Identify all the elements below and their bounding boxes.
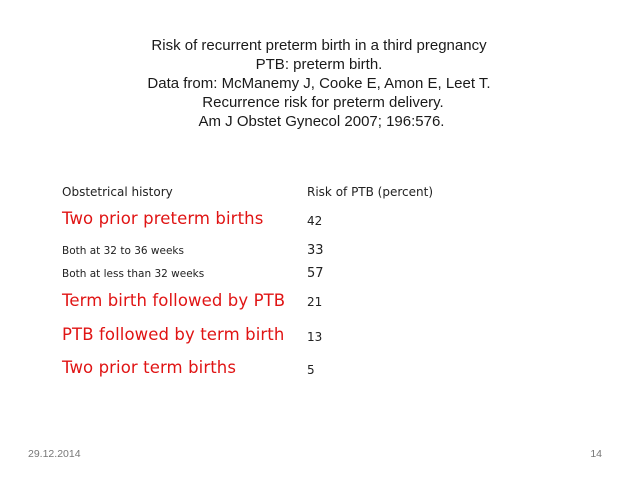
page-number: 14: [590, 448, 602, 460]
history-cell: Term birth followed by PTB: [62, 291, 286, 310]
risk-cell: 42: [307, 214, 323, 228]
risk-cell: 13: [307, 330, 323, 344]
history-cell: Both at less than 32 weeks: [62, 268, 205, 280]
history-cell: PTB followed by term birth: [62, 325, 285, 344]
title-line: Recurrence risk for preterm delivery.: [202, 94, 444, 111]
history-cell: Both at 32 to 36 weeks: [62, 245, 184, 257]
risk-cell: 33: [307, 243, 324, 258]
history-cell: Two prior preterm births: [62, 209, 264, 228]
slide-title: [0, 36, 638, 131]
history-cell: Two prior term births: [62, 358, 237, 377]
column-header-risk: Risk of PTB (percent): [307, 185, 434, 199]
risk-cell: 57: [307, 266, 324, 281]
title-line: Data from: McManemy J, Cooke E, Amon E, Leet T.: [147, 75, 491, 92]
title-line: Am J Obstet Gynecol 2007; 196:576.: [198, 113, 445, 130]
title-line: PTB: preterm birth.: [255, 56, 383, 73]
column-header-history: Obstetrical history: [62, 185, 173, 199]
risk-cell: 5: [307, 363, 315, 377]
title-line: Risk of recurrent preterm birth in a third pregnancy: [151, 37, 487, 54]
risk-cell: 21: [307, 295, 323, 309]
footer-date: 29.12.2014: [28, 448, 81, 460]
